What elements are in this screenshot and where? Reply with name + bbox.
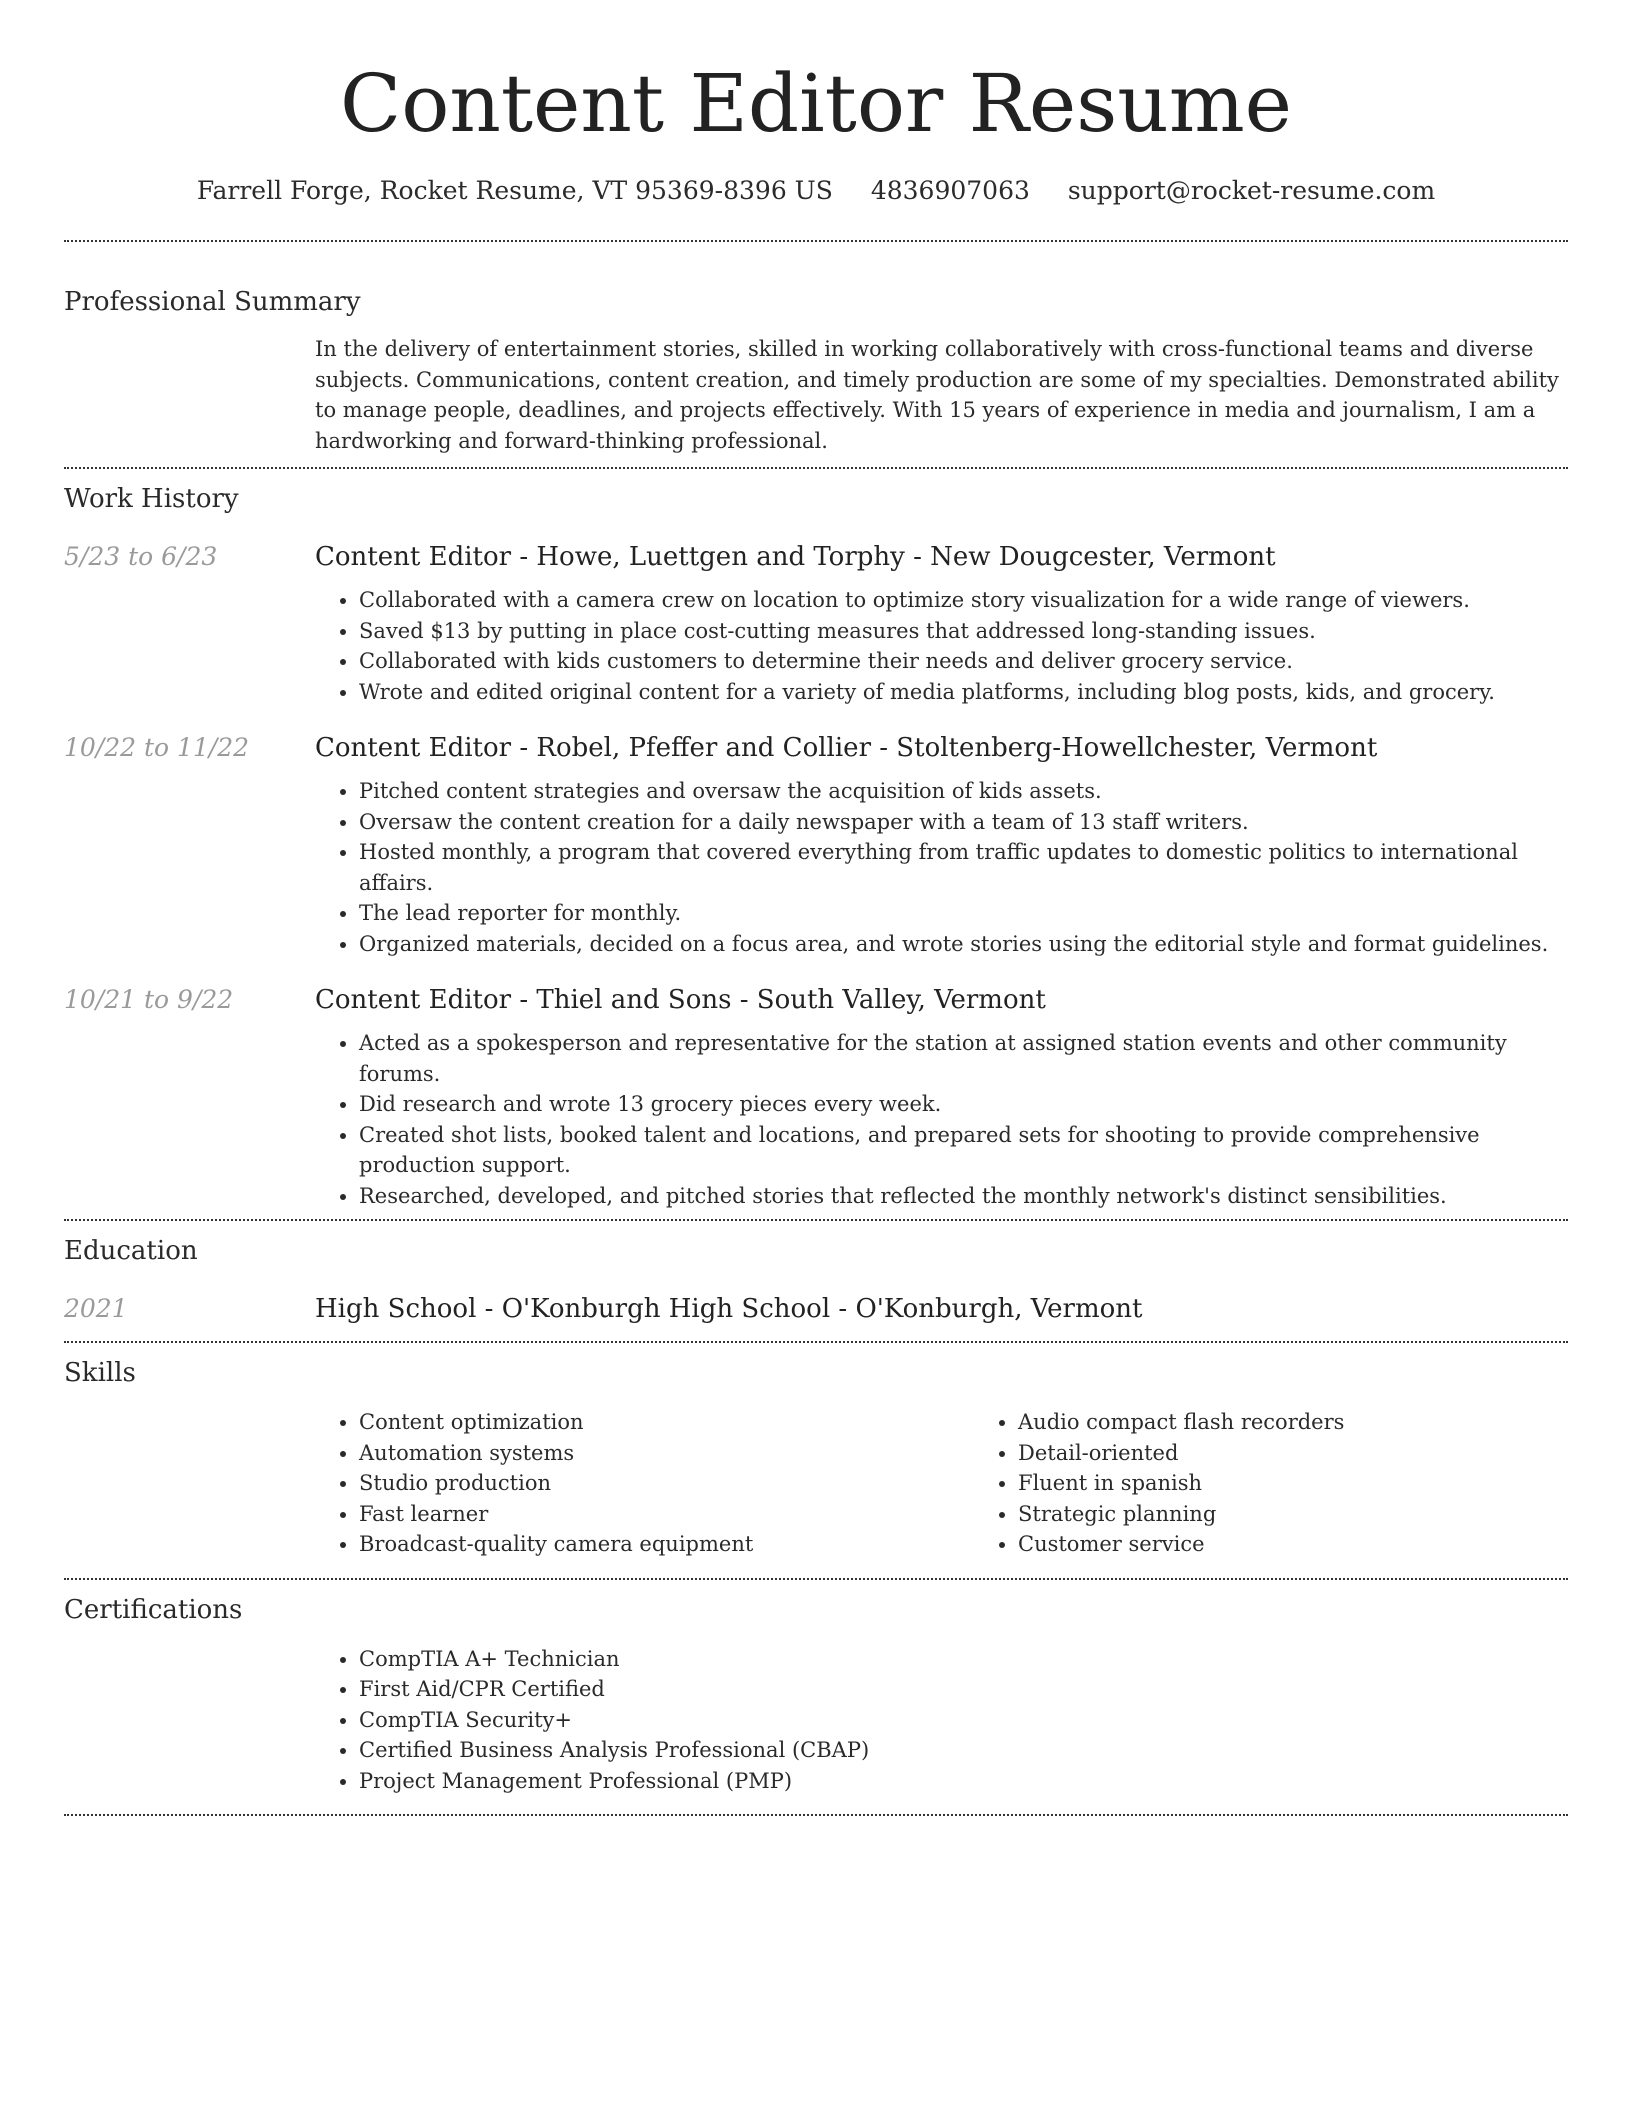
skill-item: • Automation systems (359, 1438, 974, 1469)
skills-list-right (974, 1407, 1632, 1560)
certifications-heading: Certifications (64, 1594, 243, 1625)
certifications-section (64, 1580, 1568, 1797)
job-title: Content Editor - Robel, Pfeffer and Collier - Stoltenberg-Howellchester, Vermont (315, 733, 1378, 763)
skill-item: • Fluent in spanish (1018, 1468, 1632, 1499)
job-bullet: • Researched, developed, and pitched stories that reflected the monthly network's distinct sensibilities. (359, 1181, 1568, 1212)
work-history-section (64, 469, 1568, 1211)
job-title: Content Editor - Thiel and Sons - South Valley, Vermont (315, 985, 1046, 1015)
job-bullets (315, 1028, 1568, 1211)
job-entry (64, 980, 1568, 1211)
job-bullet: • Collaborated with a camera crew on location to optimize story visualization for a wide range of viewers. (359, 585, 1568, 616)
skill-item: • Fast learner (359, 1499, 974, 1530)
certification-item: • CompTIA A+ Technician (359, 1644, 1568, 1675)
job-entry (64, 537, 1568, 707)
skill-item: • Content optimization (359, 1407, 974, 1438)
job-bullet: • Acted as a spokesperson and representative for the station at assigned station events and other community forums. (359, 1028, 1568, 1089)
summary-heading: Professional Summary (64, 287, 361, 317)
education-entry (64, 1289, 1568, 1329)
job-bullet: • Hosted monthly, a program that covered everything from traffic updates to domestic politics to international affairs. (359, 837, 1568, 898)
skills-heading: Skills (64, 1358, 136, 1388)
contact-line (64, 170, 1568, 212)
job-bullet: • Wrote and edited original content for a variety of media platforms, including blog posts, kids, and grocery. (359, 677, 1568, 708)
education-date: 2021 (64, 1294, 128, 1323)
education-heading: Education (64, 1236, 198, 1266)
work-history-heading: Work History (64, 484, 239, 514)
skill-item: • Strategic planning (1018, 1499, 1632, 1530)
job-bullet: • The lead reporter for monthly. (359, 898, 1568, 929)
resume-page (64, 0, 1568, 1816)
job-title: Content Editor - Howe, Luettgen and Torphy - New Dougcester, Vermont (315, 542, 1276, 572)
job-dates: 10/22 to 11/22 (64, 733, 250, 762)
job-dates: 5/23 to 6/23 (64, 542, 218, 571)
certification-item: • Project Management Professional (PMP) (359, 1766, 1568, 1797)
certification-item: • Certified Business Analysis Professional (CBAP) (359, 1735, 1568, 1766)
job-bullet: • Organized materials, decided on a focus area, and wrote stories using the editorial style and format guidelines. (359, 929, 1568, 960)
job-bullet: • Created shot lists, booked talent and locations, and prepared sets for shooting to provide comprehensive production support. (359, 1120, 1568, 1181)
divider (64, 1814, 1568, 1816)
contact-email: support@rocket-resume.com (1067, 176, 1436, 205)
job-entry (64, 728, 1568, 959)
education-section (64, 1221, 1568, 1329)
skill-item: • Broadcast-quality camera equipment (359, 1529, 974, 1560)
certification-item: • CompTIA Security+ (359, 1705, 1568, 1736)
skills-section (64, 1343, 1568, 1560)
summary-section (64, 242, 1568, 456)
skills-list-left (315, 1407, 974, 1560)
job-bullets (315, 585, 1568, 707)
job-bullets (315, 776, 1568, 959)
skill-item: • Detail-oriented (1018, 1438, 1632, 1469)
skill-item: • Customer service (1018, 1529, 1632, 1560)
resume-title: Content Editor Resume (339, 57, 1293, 150)
skill-item: • Audio compact flash recorders (1018, 1407, 1632, 1438)
job-dates: 10/21 to 9/22 (64, 985, 234, 1014)
skill-item: • Studio production (359, 1468, 974, 1499)
summary-text: In the delivery of entertainment stories, skilled in working collaboratively with cross-functional teams and diverse subjects. Communications, content creation, and timely production are some of my specialties. Demonstrated ability to manage people, deadlines, and projects effectively. With 15 years of experience in media and journalism, I am a hardworking and forward-thinking professional. (315, 337, 1559, 453)
contact-address: Farrell Forge, Rocket Resume, VT 95369-8396 US (196, 176, 833, 205)
education-title: High School - O'Konburgh High School - O'Konburgh, Vermont (315, 1294, 1143, 1324)
job-bullet: • Oversaw the content creation for a daily newspaper with a team of 13 staff writers. (359, 807, 1568, 838)
job-bullet: • Pitched content strategies and oversaw the acquisition of kids assets. (359, 776, 1568, 807)
job-bullet: • Collaborated with kids customers to determine their needs and deliver grocery service. (359, 646, 1568, 677)
contact-phone: 4836907063 (870, 176, 1030, 205)
certifications-list (315, 1644, 1568, 1797)
job-bullet: • Saved $13 by putting in place cost-cutting measures that addressed long-standing issues. (359, 616, 1568, 647)
certification-item: • First Aid/CPR Certified (359, 1674, 1568, 1705)
job-bullet: • Did research and wrote 13 grocery pieces every week. (359, 1089, 1568, 1120)
